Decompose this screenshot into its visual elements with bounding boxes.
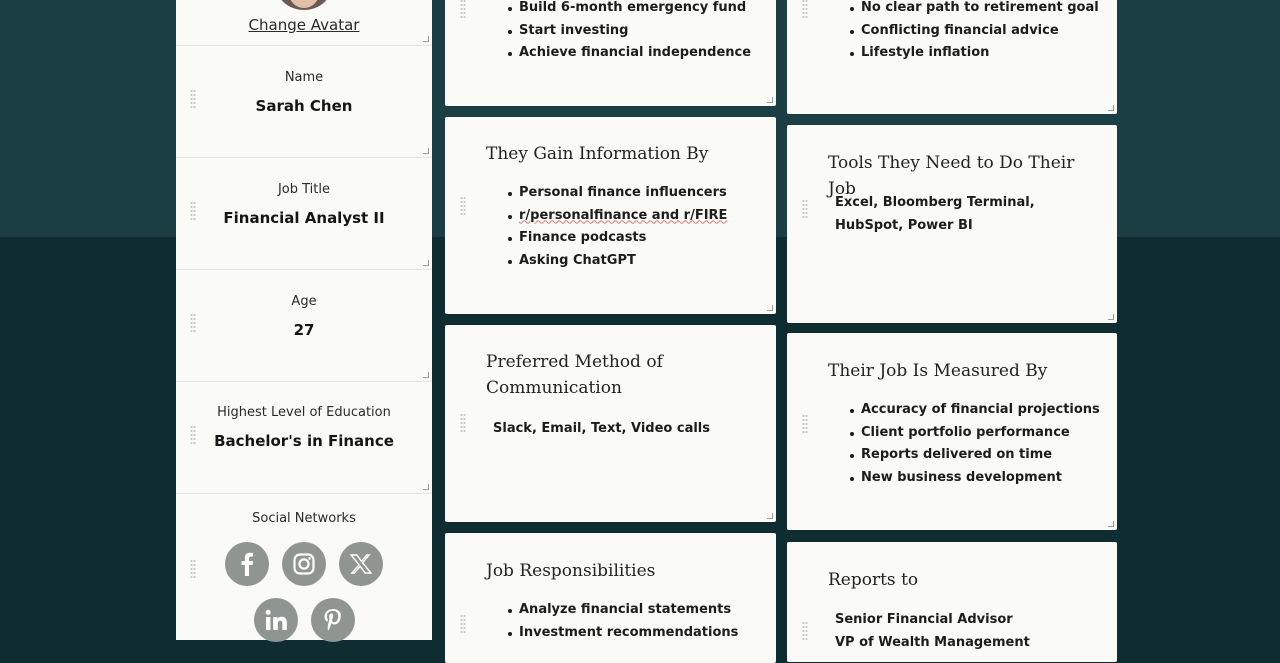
list-item: Personal finance influencers (519, 182, 764, 205)
age-label: Age (291, 294, 317, 309)
reports-to-line[interactable]: Senior Financial Advisor (835, 612, 1013, 627)
resize-handle[interactable] (423, 260, 429, 266)
challenges-card (787, 0, 1117, 114)
communication-text[interactable]: Slack, Email, Text, Video calls (493, 421, 711, 436)
resize-handle[interactable] (1108, 521, 1114, 527)
resize-handle[interactable] (767, 97, 773, 103)
reports-to-card (787, 542, 1117, 662)
card-title: Tools They Need to Do Their Job (828, 153, 1075, 199)
social-row-2 (176, 598, 432, 642)
change-avatar-link[interactable]: Change Avatar (248, 16, 360, 34)
drag-handle[interactable] (802, 200, 808, 218)
list-item: Build 6-month emergency fund (519, 0, 764, 20)
profile-column (176, 0, 432, 640)
responsibilities-card (445, 533, 776, 663)
tools-card (787, 125, 1117, 323)
list-item: Reports delivered on time (861, 444, 1105, 467)
drag-handle[interactable] (802, 415, 808, 433)
age-value[interactable]: 27 (293, 321, 315, 339)
list-item: Asking ChatGPT (519, 250, 764, 273)
list-item: Analyze financial statements (519, 599, 764, 622)
list-item: Start investing (519, 20, 764, 43)
instagram-icon[interactable] (282, 542, 326, 586)
education-value[interactable]: Bachelor's in Finance (214, 432, 394, 450)
information-card (445, 117, 776, 314)
resize-handle[interactable] (423, 372, 429, 378)
list-item: Client portfolio performance (861, 422, 1105, 445)
list-item: Lifestyle inflation (861, 42, 1105, 65)
responsibilities-list (519, 599, 764, 644)
x-icon[interactable] (339, 542, 383, 586)
reports-to-line[interactable]: VP of Wealth Management (835, 635, 1030, 650)
avatar[interactable] (275, 0, 333, 10)
age-section (176, 270, 432, 382)
goals-list (519, 0, 764, 65)
list-item: No clear path to retirement goal (861, 0, 1105, 20)
name-section (176, 46, 432, 158)
card-title: Job Responsibilities (486, 561, 656, 581)
drag-handle[interactable] (460, 197, 466, 215)
education-label: Highest Level of Education (217, 405, 391, 420)
card-title: Reports to (828, 570, 919, 590)
communication-card (445, 325, 776, 522)
name-value[interactable]: Sarah Chen (255, 97, 353, 115)
list-item: Achieve financial independence (519, 42, 764, 65)
measured-by-card (787, 333, 1117, 530)
job-title-value[interactable]: Financial Analyst II (223, 209, 385, 227)
resize-handle[interactable] (423, 484, 429, 490)
resize-handle[interactable] (1108, 105, 1114, 111)
linkedin-icon[interactable] (254, 598, 298, 642)
drag-handle[interactable] (460, 414, 466, 432)
drag-handle[interactable] (460, 0, 466, 18)
name-label: Name (284, 70, 324, 85)
list-item: Investment recommendations (519, 622, 764, 645)
resize-handle[interactable] (423, 148, 429, 154)
resize-handle[interactable] (767, 305, 773, 311)
job-title-section (176, 158, 432, 270)
resize-handle[interactable] (767, 513, 773, 519)
information-list (519, 182, 764, 273)
facebook-icon[interactable] (225, 542, 269, 586)
tools-text[interactable]: Excel, Bloomberg Terminal, HubSpot, Power BI (835, 195, 1035, 233)
list-item: New business development (861, 467, 1105, 490)
job-title-label: Job Title (277, 182, 331, 197)
education-section (176, 382, 432, 494)
avatar-section (176, 0, 432, 46)
list-item (519, 205, 764, 228)
goals-card (445, 0, 776, 106)
social-networks-label: Social Networks (252, 511, 356, 526)
drag-handle[interactable] (802, 0, 808, 18)
card-title: They Gain Information By (486, 144, 709, 164)
card-title: Preferred Method of Communication (486, 352, 663, 398)
list-item: Finance podcasts (519, 227, 764, 250)
social-networks-section (176, 494, 432, 640)
card-title: Their Job Is Measured By (828, 361, 1048, 381)
drag-handle[interactable] (460, 615, 466, 633)
drag-handle[interactable] (802, 622, 808, 640)
social-row-1 (176, 542, 432, 586)
pinterest-icon[interactable] (311, 598, 355, 642)
challenges-list (861, 0, 1105, 65)
list-item-text: r/personalfinance and r/FIRE (519, 207, 728, 223)
measured-by-list (861, 399, 1105, 490)
list-item: Accuracy of financial projections (861, 399, 1105, 422)
resize-handle[interactable] (423, 36, 429, 42)
list-item: Conflicting financial advice (861, 20, 1105, 43)
resize-handle[interactable] (1108, 314, 1114, 320)
